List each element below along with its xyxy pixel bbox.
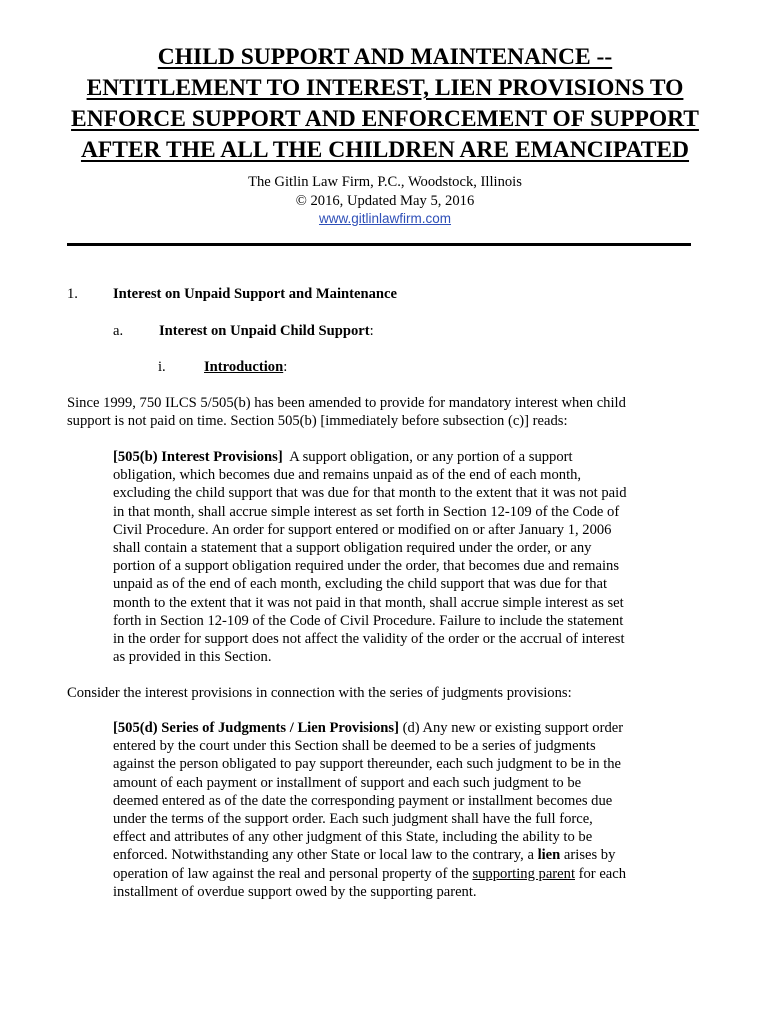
text-line: in that month, shall accrue simple interest as set forth in Section 12-109 of the Code of <box>113 503 620 520</box>
text-line: deemed entered as of the date the corresponding payment or installment becomes due <box>113 792 613 809</box>
text-line: under the terms of the support order. Each such judgment shall have the full force, <box>113 811 593 828</box>
website-link[interactable]: www.gitlinlawfirm.com <box>318 211 452 226</box>
text-line: against the person obligated to pay support thereunder, each such judgment to be in the <box>113 756 622 773</box>
text-line: forth in Section 12-109 of the Code of Civil Procedure. Failure to include the statement <box>113 612 624 629</box>
quote-label: [505(b) Interest Provisions] <box>113 449 283 465</box>
text-line: Consider the interest provisions in connection with the series of judgments provisions: <box>67 685 572 701</box>
firm-name: The Gitlin Law Firm, P.C., Woodstock, Illinois <box>248 174 522 190</box>
byline <box>60 173 710 229</box>
text-line <box>113 865 658 883</box>
text-line: in the order for support does not affect the validity of the order or the accrual of interest <box>113 631 625 648</box>
text-line: installment of overdue support owed by the supporting parent. <box>113 883 477 900</box>
lien-term: lien <box>537 847 561 864</box>
section-heading-1 <box>67 285 397 303</box>
supporting-parent-link[interactable]: supporting parent <box>472 865 575 882</box>
text-line: month to the extent that it was not paid in that month, shall accrue simple interest as set <box>113 594 624 611</box>
section-number: a. <box>113 323 124 339</box>
text-line: effect and attributes of any other judgment of this State, including the ability to be <box>113 829 593 846</box>
text-line: Since 1999, 750 ILCS 5/505(b) has been amended to provide for mandatory interest when child <box>67 395 626 411</box>
text-line: portion of a support obligation required under the order, that becomes due and remains <box>113 558 619 575</box>
title-line: ENFORCE SUPPORT AND ENFORCEMENT OF SUPPORT <box>71 106 699 132</box>
text-line: amount of each payment or installment of support and each such judgment to be <box>113 774 582 791</box>
heading-colon: : <box>283 359 288 375</box>
quote-text: (d) Any new or existing support order <box>398 720 624 736</box>
text-line: shall contain a statement that a support obligation required under the order, or any <box>113 540 592 557</box>
quote-label: [505(d) Series of Judgments / Lien Provisions] <box>113 720 399 736</box>
quote-text: for each <box>575 865 627 882</box>
section-heading-1a <box>113 322 374 340</box>
section-number: i. <box>158 359 166 375</box>
block-quote-505b <box>113 448 658 666</box>
text-line: unpaid as of the end of each month, excluding the child support that was due for that <box>113 576 608 593</box>
text-line <box>113 448 658 466</box>
quote-text: operation of law against the real and personal property of the <box>113 865 473 882</box>
text-line: obligation, which becomes due and remains unpaid as of the end of each month, <box>113 467 582 484</box>
title-line: ENTITLEMENT TO INTEREST, LIEN PROVISIONS TO <box>86 75 684 101</box>
text-line: entered by the court under this Section shall be deemed to be a series of judgments <box>113 738 596 755</box>
copyright-notice: © 2016, Updated May 5, 2016 <box>295 192 475 209</box>
text-line: Civil Procedure. An order for support entered or modified on or after January 1, 2006 <box>113 521 612 538</box>
section-title: Introduction <box>204 359 284 375</box>
section-title: Interest on Unpaid Child Support <box>159 323 370 339</box>
title-line: AFTER THE ALL THE CHILDREN ARE EMANCIPATED <box>80 137 690 163</box>
text-line <box>113 846 658 864</box>
text-line <box>113 719 658 737</box>
intro-paragraph <box>67 394 667 430</box>
section-heading-1ai <box>158 358 287 376</box>
text-line: as provided in this Section. <box>113 649 272 666</box>
section-title: Interest on Unpaid Support and Maintenance <box>113 286 397 302</box>
quote-text: arises by <box>560 847 616 864</box>
text-line: excluding the child support that was due for that month to the extent that it was not paid <box>113 485 627 502</box>
block-quote-505d <box>113 719 658 901</box>
document-title <box>40 42 730 166</box>
quote-text: A support obligation, or any portion of a support <box>282 449 573 465</box>
title-line: CHILD SUPPORT AND MAINTENANCE -- <box>157 44 613 70</box>
text-line: support is not paid on time. Section 505(b) [immediately before subsection (c)] reads: <box>67 413 568 430</box>
section-number: 1. <box>67 286 78 302</box>
horizontal-divider <box>67 243 691 246</box>
heading-colon: : <box>369 323 374 339</box>
transition-paragraph <box>67 684 667 702</box>
quote-text: enforced. Notwithstanding any other State or local law to the contrary, a <box>113 847 538 864</box>
